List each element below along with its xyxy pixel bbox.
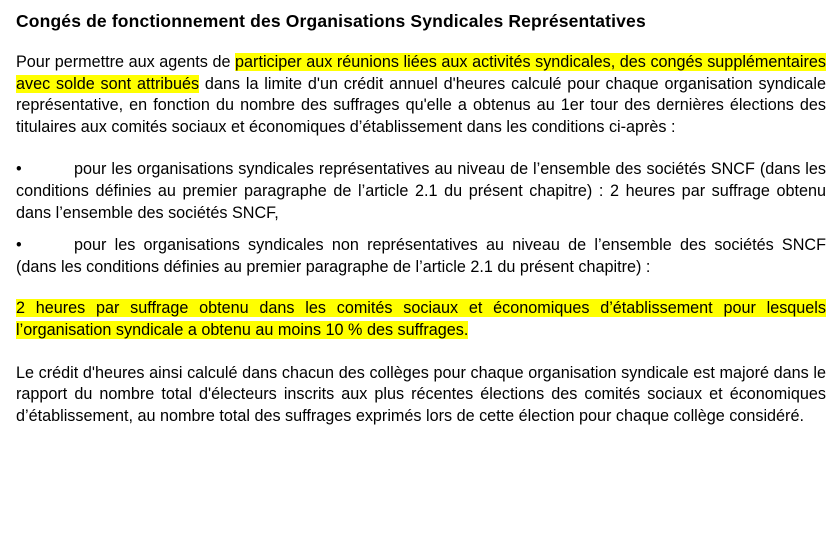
document-title: Congés de fonctionnement des Organisations Syndicales Représentatives [16,11,646,31]
closing-paragraph: Le crédit d'heures ainsi calculé dans chacun des collèges pour chaque organisation syndicale est majoré dans le rapport du nombre total d'électeurs inscrits aux plus récentes élections des comités sociaux et économiques d’établissement, au nombre total des suffrages exprimés lors de cette élection pour chaque collège considéré. [16,363,826,425]
highlighted-paragraph [16,298,826,341]
bullet-item-representatives [16,159,826,224]
bullet-marker: • [16,160,22,179]
intro-paragraph [16,52,826,138]
document-page [16,10,826,427]
intro-highlight: participer aux réunions liées aux activités syndicales, des congés supplémentaires avec solde sont attribués [16,53,826,93]
bullet-item-non-representatives [16,235,826,278]
highlighted-paragraph-text: 2 heures par suffrage obtenu dans les comités sociaux et économiques d’établissement pour lesquels l’organisation syndicale a obtenu au moins 10 % des suffrages. [16,299,826,339]
intro-text-after: dans la limite d'un crédit annuel d'heures calculé pour chaque organisation syndicale représentative, en fonction du nombre des suffrages qu'elle a obtenus au 1er tour des dernières élections des titulaires aux comités sociaux et économiques d’établissement dans les conditions ci-après : [16,74,826,136]
bullet-text: pour les organisations syndicales représentatives au niveau de l’ensemble des sociétés SNCF (dans les conditions définies au premier paragraphe de l’article 2.1 du présent chapitre) : 2 heures par suffrage obtenu dans l’ensemble des sociétés SNCF, [16,160,826,222]
bullet-marker: • [16,236,22,255]
bullet-text: pour les organisations syndicales non représentatives au niveau de l’ensemble des sociétés SNCF (dans les conditions définies au premier paragraphe de l’article 2.1 du présent chapitre) : [16,236,826,276]
intro-text-before: Pour permettre aux agents de [16,53,236,71]
